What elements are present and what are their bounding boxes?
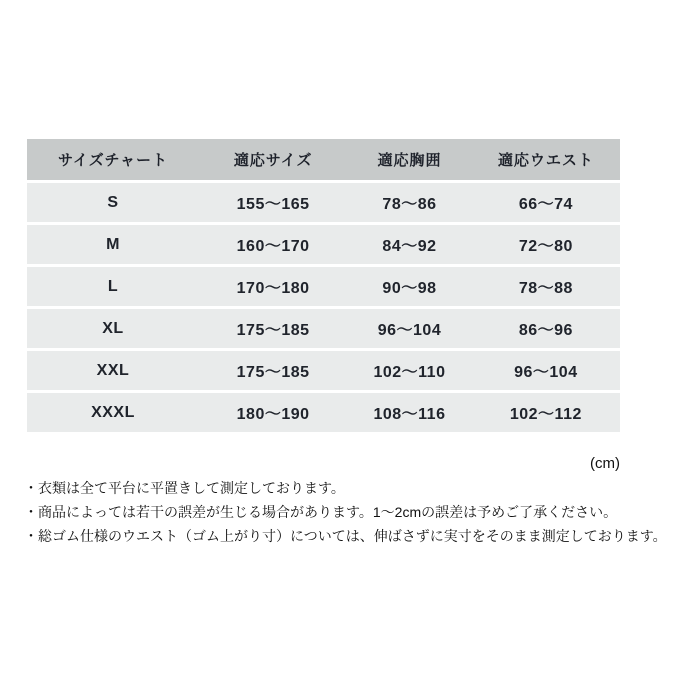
fit-height-value: 160〜170 xyxy=(199,225,347,264)
fit-height-value: 175〜185 xyxy=(199,351,347,390)
fit-waist-value: 86〜96 xyxy=(472,309,620,348)
fit-waist-value: 72〜80 xyxy=(472,225,620,264)
header-fit-chest: 適応胸囲 xyxy=(347,139,472,180)
table-row xyxy=(27,393,620,432)
fit-height-value: 175〜185 xyxy=(199,309,347,348)
fit-height-value: 170〜180 xyxy=(199,267,347,306)
fit-chest-value: 84〜92 xyxy=(347,225,472,264)
table-row xyxy=(27,351,620,390)
header-size-chart: サイズチャート xyxy=(27,139,199,180)
size-label: XL xyxy=(27,309,199,348)
header-fit-height: 適応サイズ xyxy=(199,139,347,180)
fit-waist-value: 96〜104 xyxy=(472,351,620,390)
fit-waist-value: 78〜88 xyxy=(472,267,620,306)
footnotes xyxy=(24,476,674,548)
table-row xyxy=(27,267,620,306)
size-label: M xyxy=(27,225,199,264)
size-label: XXL xyxy=(27,351,199,390)
footnote-elastic-waist: ・総ゴム仕様のウエスト（ゴム上がり寸）については、伸ばさずに実寸をそのまま測定しております。 xyxy=(24,528,667,544)
size-label: XXXL xyxy=(27,393,199,432)
table-row xyxy=(27,309,620,348)
unit-note: (cm) xyxy=(590,455,620,472)
table-row xyxy=(27,183,620,222)
header-fit-waist: 適応ウエスト xyxy=(472,139,620,180)
size-chart-table-container xyxy=(27,136,620,435)
fit-chest-value: 102〜110 xyxy=(347,351,472,390)
footnote-tolerance: ・商品によっては若干の誤差が生じる場合があります。1〜2cmの誤差は予めご了承ください。 xyxy=(24,504,618,520)
fit-waist-value: 102〜112 xyxy=(472,393,620,432)
size-label: S xyxy=(27,183,199,222)
footnote-measurement-method: ・衣類は全て平台に平置きして測定しております。 xyxy=(24,480,345,496)
table-row xyxy=(27,225,620,264)
fit-waist-value: 66〜74 xyxy=(472,183,620,222)
fit-height-value: 180〜190 xyxy=(199,393,347,432)
size-chart-table xyxy=(27,136,620,435)
fit-chest-value: 96〜104 xyxy=(347,309,472,348)
fit-chest-value: 108〜116 xyxy=(347,393,472,432)
size-label: L xyxy=(27,267,199,306)
fit-chest-value: 90〜98 xyxy=(347,267,472,306)
fit-height-value: 155〜165 xyxy=(199,183,347,222)
header-row xyxy=(27,139,620,180)
fit-chest-value: 78〜86 xyxy=(347,183,472,222)
